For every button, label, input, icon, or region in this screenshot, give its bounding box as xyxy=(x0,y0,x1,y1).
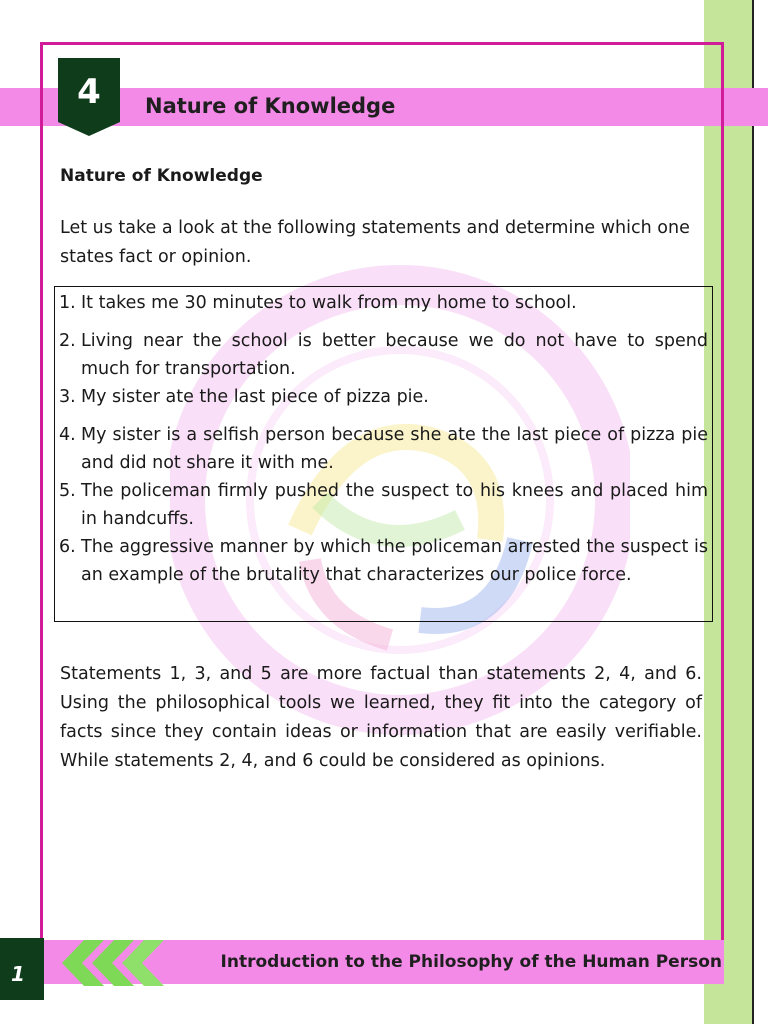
footer-title: Introduction to the Philosophy of the Human Person xyxy=(220,952,722,972)
lesson-number-badge xyxy=(58,58,120,136)
lesson-title: Nature of Knowledge xyxy=(145,94,396,118)
statement-item xyxy=(59,533,708,589)
statement-text: The policeman firmly pushed the suspect to his knees and placed him in handcuffs. xyxy=(81,481,708,529)
page-number: 1 xyxy=(11,962,25,986)
statement-text: It takes me 30 minutes to walk from my home to school. xyxy=(81,293,577,313)
statement-item xyxy=(59,327,708,383)
statement-number: 3. xyxy=(59,387,76,407)
summary-paragraph: Statements 1, 3, and 5 are more factual than statements 2, 4, and 6. Using the philosophical tools we learned, they fit into the category of facts since they contain ideas or information that are easily verifiable. While statements 2, 4, and 6 could be considered as opinions. xyxy=(60,664,702,771)
statement-item xyxy=(59,421,708,477)
statements-list xyxy=(55,289,712,589)
chevron-left-icon xyxy=(56,938,176,988)
statement-number: 4. xyxy=(59,425,76,445)
intro-paragraph: Let us take a look at the following statements and determine which one states fact or opinion. xyxy=(60,218,690,267)
statement-text: My sister ate the last piece of pizza pie. xyxy=(81,387,429,407)
statement-item xyxy=(59,289,708,317)
statement-number: 6. xyxy=(59,537,76,557)
statement-number: 2. xyxy=(59,331,76,351)
statement-text: Living near the school is better because we do not have to spend much for transportation. xyxy=(81,331,708,379)
page-edge xyxy=(752,0,768,1024)
statement-number: 5. xyxy=(59,481,76,501)
statement-item xyxy=(59,477,708,533)
lesson-number: 4 xyxy=(77,72,101,112)
statement-text: The aggressive manner by which the policeman arrested the suspect is an example of the brutality that characterizes our police force. xyxy=(81,537,708,585)
statement-item xyxy=(59,383,708,411)
statement-text: My sister is a selfish person because she ate the last piece of pizza pie and did not share it with me. xyxy=(81,425,708,473)
statement-number: 1. xyxy=(59,293,76,313)
section-heading: Nature of Knowledge xyxy=(60,166,263,186)
statements-box xyxy=(54,286,713,622)
